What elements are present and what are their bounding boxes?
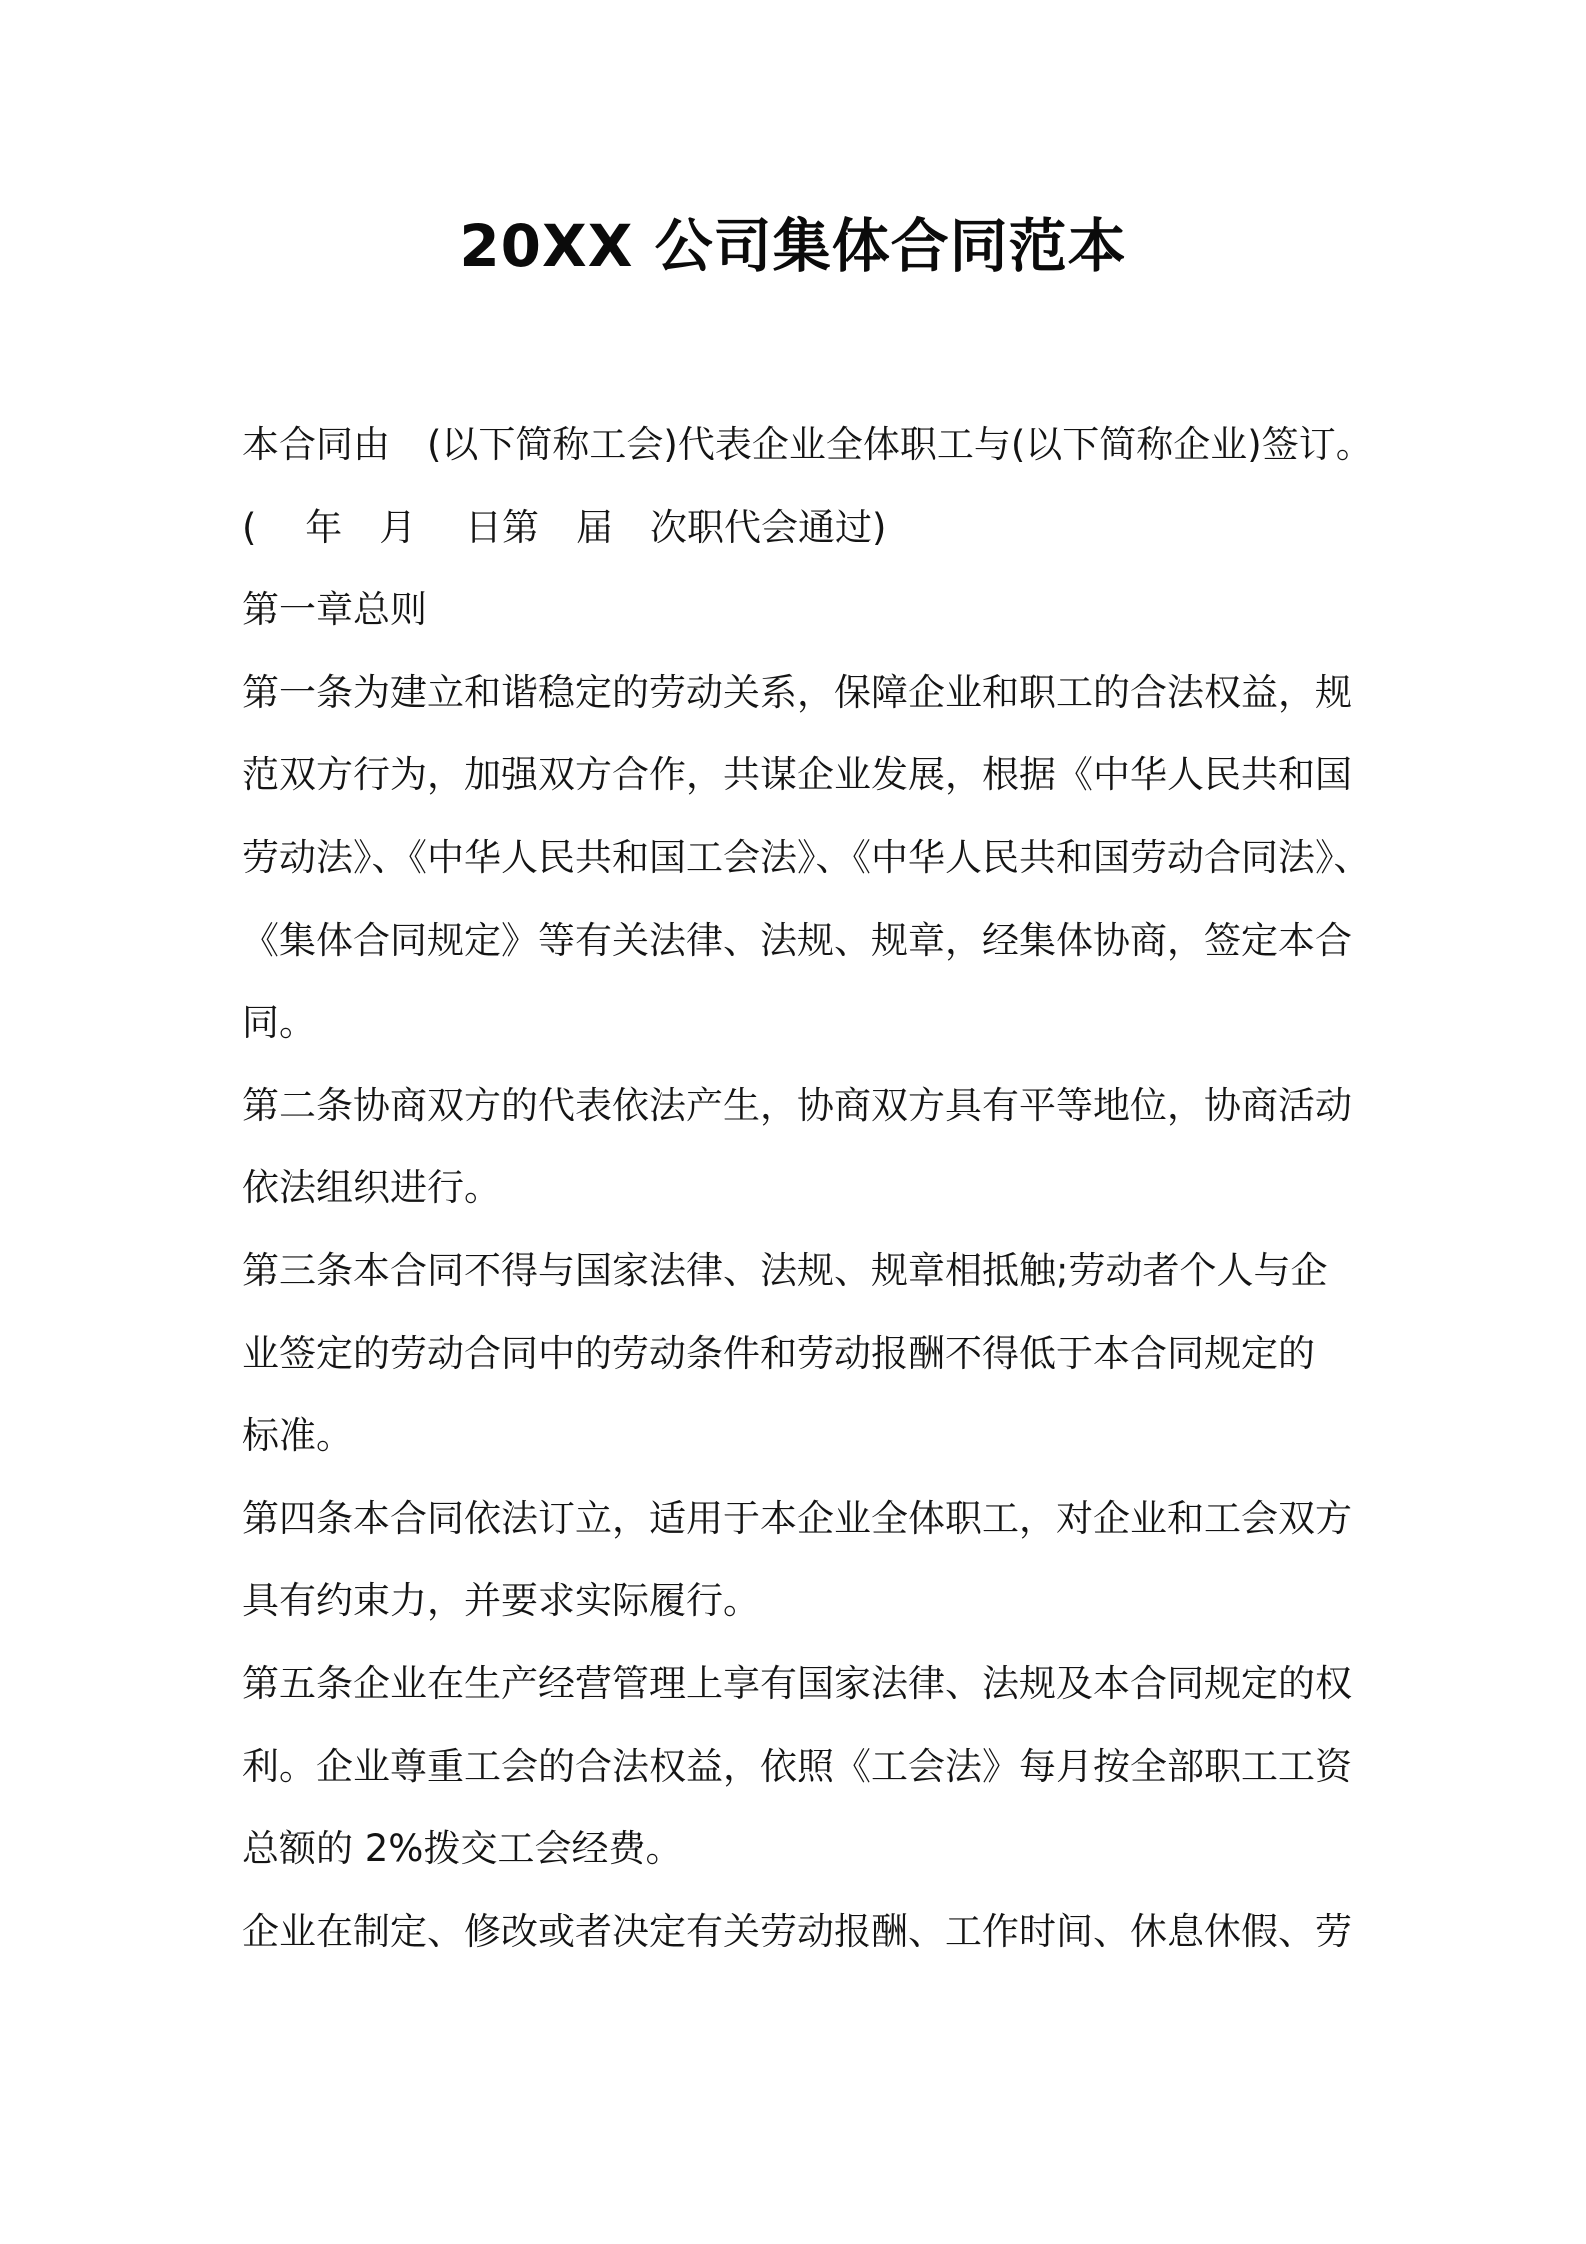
- body-line: 企业在制定、修改或者决定有关劳动报酬、工作时间、休息休假、劳: [242, 1909, 1352, 1953]
- body-line: 第四条本合同依法订立，适用于本企业全体职工，对企业和工会双方: [242, 1496, 1352, 1540]
- body-line: 《集体合同规定》等有关法律、法规、规章，经集体协商，签定本合: [242, 918, 1352, 962]
- body-line: 第三条本合同不得与国家法律、法规、规章相抵触;劳动者个人与企: [242, 1248, 1328, 1292]
- document-title: 20XX 公司集体合同范本: [459, 212, 1127, 280]
- body-line: 业签定的劳动合同中的劳动条件和劳动报酬不得低于本合同规定的: [242, 1331, 1315, 1375]
- body-line: 同。: [242, 1001, 316, 1045]
- body-line: 本合同由 (以下简称工会)代表企业全体职工与(以下简称企业)签订。: [242, 423, 1373, 466]
- body-line: 劳动法》、《中华人民共和国工会法》、《中华人民共和国劳动合同法》、: [242, 835, 1371, 879]
- body-line: 第五条企业在生产经营管理上享有国家法律、法规及本合同规定的权: [242, 1661, 1352, 1705]
- body-line: 依法组织进行。: [242, 1166, 501, 1210]
- document-body: [242, 404, 1372, 1973]
- body-line: 第二条协商双方的代表依法产生，协商双方具有平等地位，协商活动: [242, 1083, 1352, 1127]
- body-line: 总额的 2%拨交工会经费。: [242, 1827, 683, 1871]
- body-line: ( 年 月 日第 届 次职代会通过): [242, 505, 887, 549]
- body-line: 利。企业尊重工会的合法权益，依照《工会法》每月按全部职工工资: [242, 1744, 1352, 1788]
- chapter-heading: 第一章总则: [242, 588, 427, 632]
- body-line: 标准。: [242, 1414, 353, 1458]
- body-line: 第一条为建立和谐稳定的劳动关系，保障企业和职工的合法权益，规: [242, 670, 1352, 714]
- body-line: 范双方行为，加强双方合作，共谋企业发展，根据《中华人民共和国: [242, 753, 1352, 797]
- body-line: 具有约束力，并要求实际履行。: [242, 1579, 760, 1623]
